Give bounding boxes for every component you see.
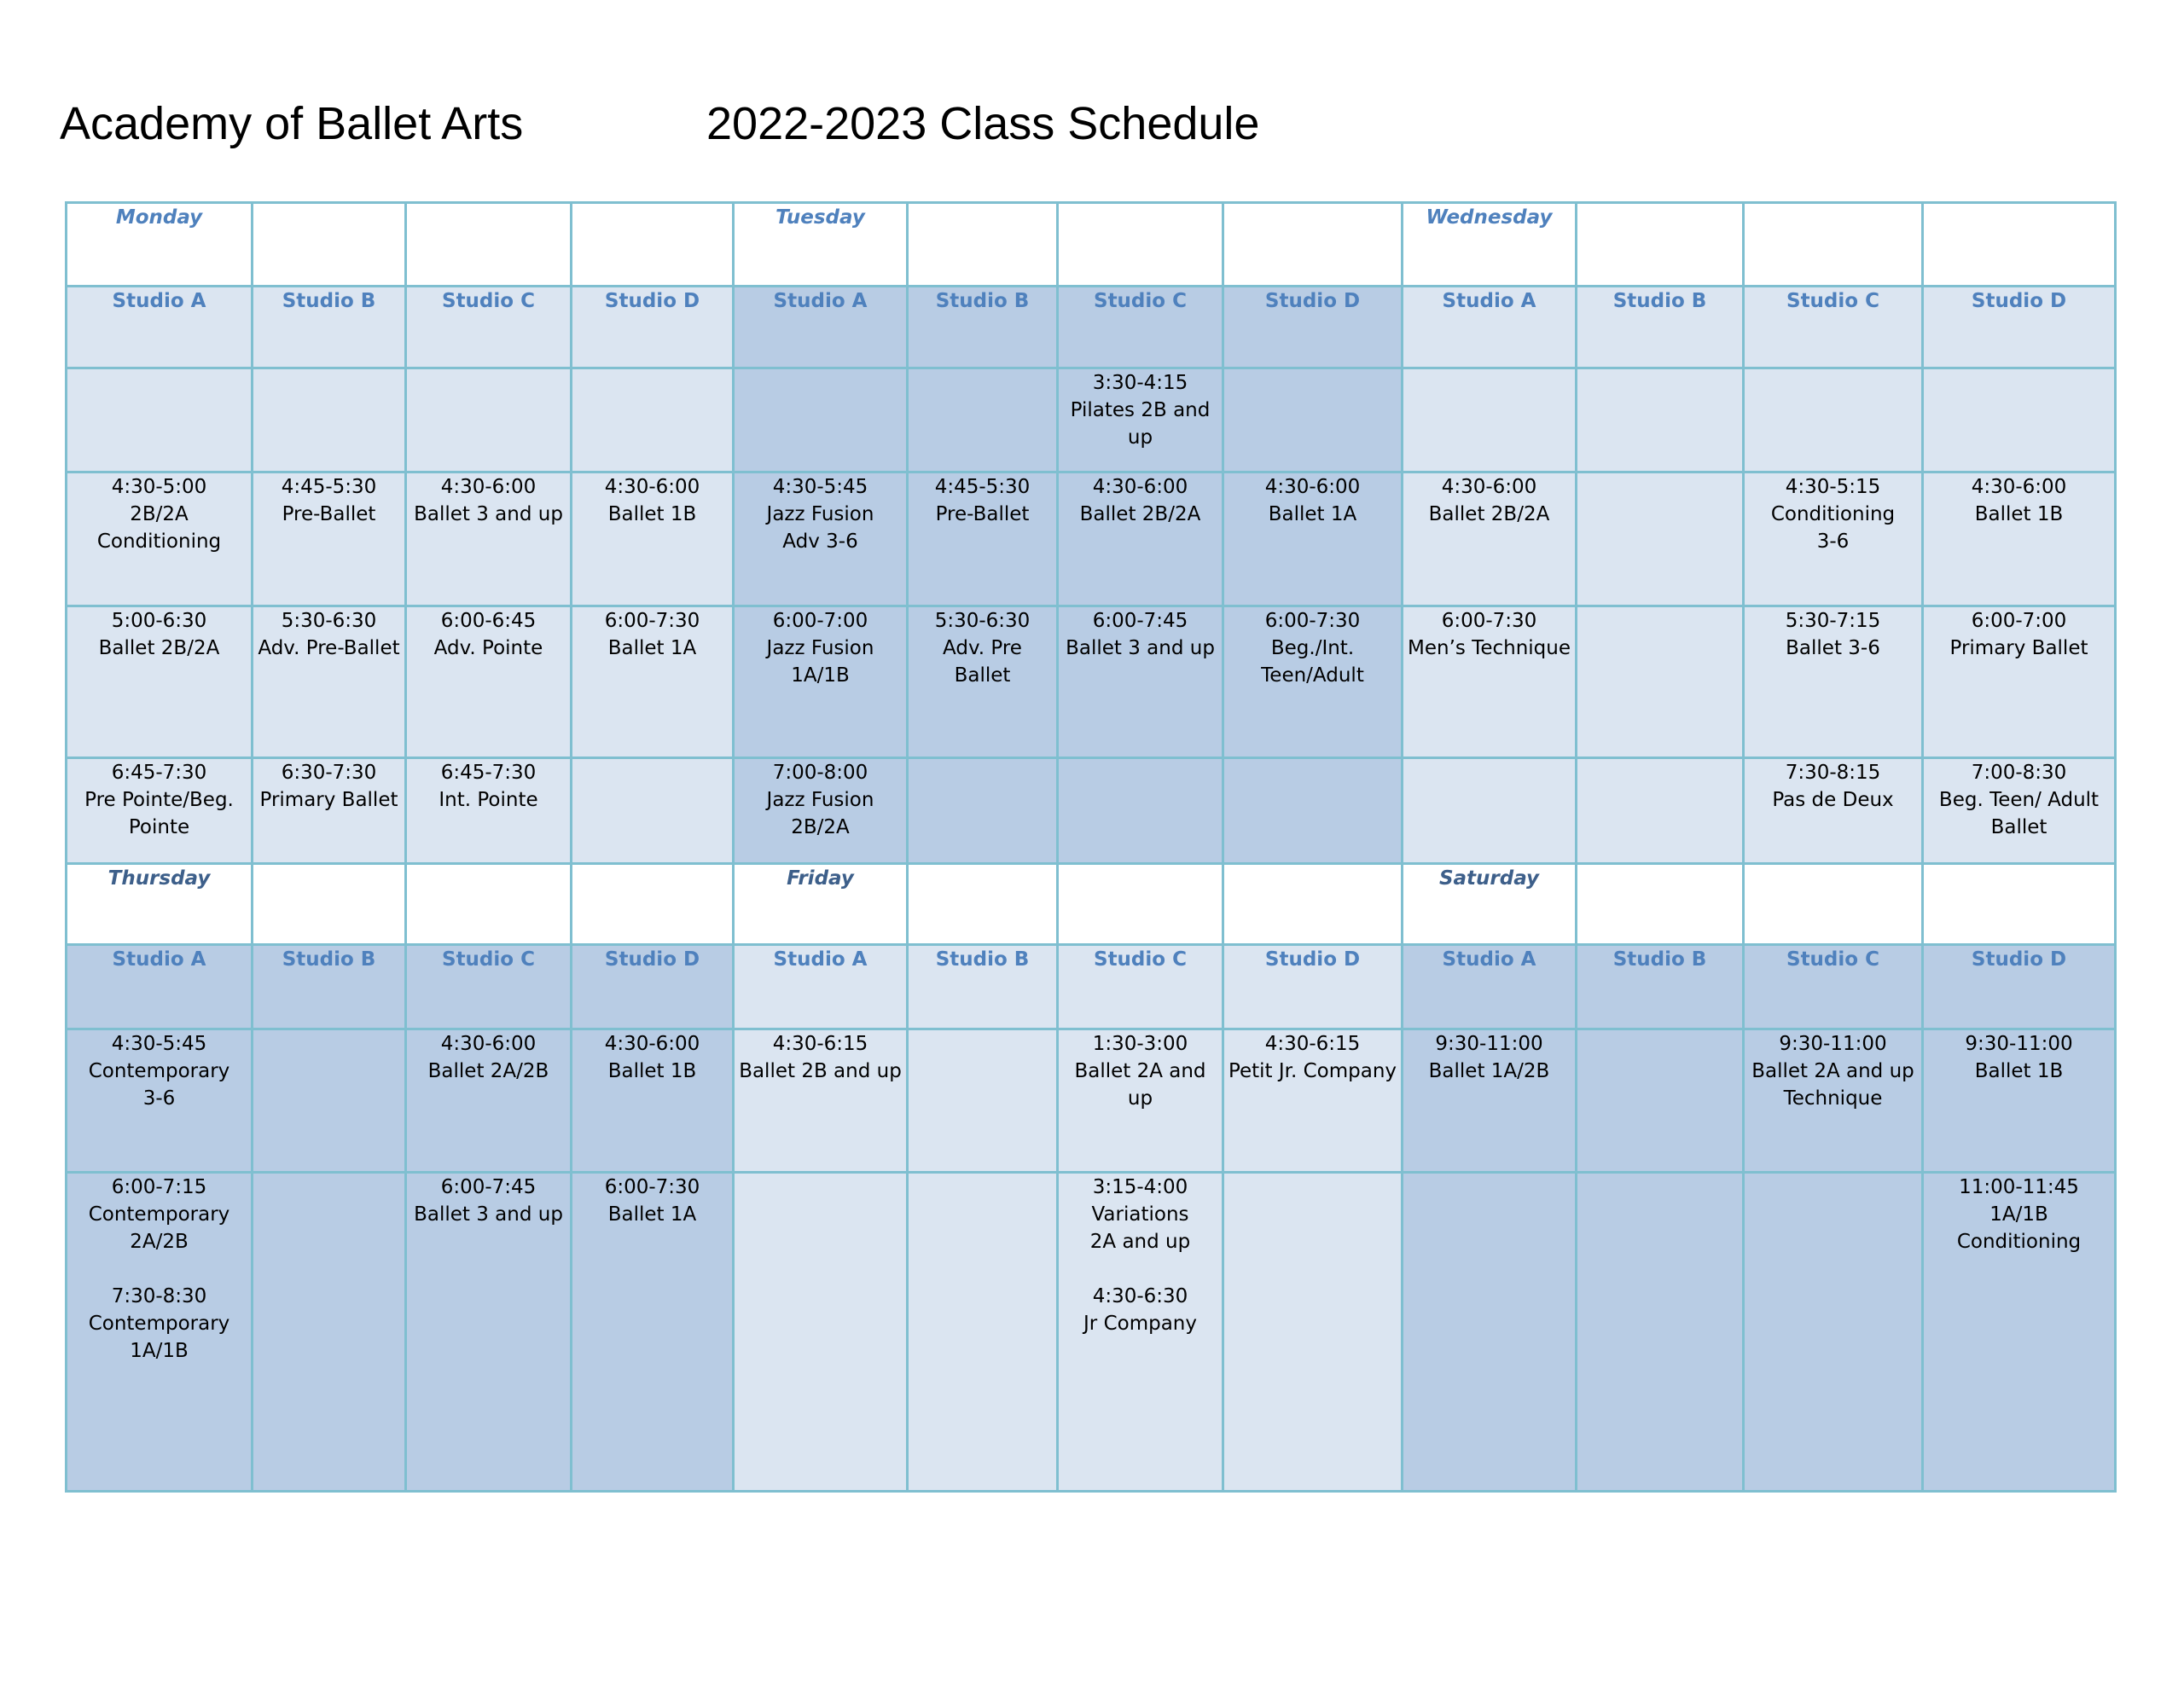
class-entry	[67, 1283, 251, 1365]
class-entry	[1403, 473, 1575, 528]
class-entry	[572, 607, 732, 662]
class-entry	[1224, 607, 1401, 689]
class-cell	[406, 1029, 572, 1173]
class-cell	[1744, 472, 1923, 606]
class-time: 5:30-6:30	[281, 610, 377, 632]
class-time: 6:00-7:15	[111, 1176, 207, 1198]
class-name: Jazz Fusion	[766, 503, 874, 525]
class-name: Ballet 1B	[1974, 1060, 2064, 1082]
blank-cell	[572, 203, 734, 287]
empty-class-cell	[908, 1173, 1058, 1492]
class-time: 6:00-7:45	[1092, 610, 1188, 632]
empty-class-cell	[1744, 368, 1923, 472]
class-cell	[1744, 758, 1923, 864]
class-name: Adv. Pre-Ballet	[258, 637, 400, 659]
class-time: 3:30-4:15	[1092, 372, 1188, 394]
class-row	[67, 758, 2116, 864]
empty-class-cell	[1577, 758, 1744, 864]
class-name: 1A/1B	[791, 664, 850, 687]
class-entry	[407, 473, 570, 528]
class-name: up	[1127, 1087, 1153, 1110]
studio-header-monday-c: Studio C	[406, 287, 572, 368]
class-entry	[253, 473, 404, 528]
class-time: 6:00-7:30	[1264, 610, 1361, 632]
blank-cell	[908, 203, 1058, 287]
empty-class-cell	[1577, 1173, 1744, 1492]
empty-class-cell	[253, 1173, 406, 1492]
class-name: Ballet 2B/2A	[1079, 503, 1201, 525]
class-time: 4:30-6:30	[1092, 1285, 1188, 1307]
class-name: Adv 3-6	[782, 530, 858, 553]
class-entry	[1224, 1030, 1401, 1085]
empty-class-cell	[406, 368, 572, 472]
class-name: 2B/2A	[130, 503, 189, 525]
class-time: 4:30-6:15	[772, 1033, 868, 1055]
empty-class-cell	[1577, 368, 1744, 472]
class-entry	[1224, 473, 1401, 528]
class-name: Ballet 1A	[607, 637, 697, 659]
class-entry	[1745, 607, 1921, 662]
class-time: 6:30-7:30	[281, 762, 377, 784]
class-name: Ballet 2B and up	[739, 1060, 902, 1082]
class-name: Adv. Pointe	[433, 637, 543, 659]
class-entry	[253, 607, 404, 662]
class-time: 4:30-5:45	[772, 476, 868, 498]
class-cell	[406, 472, 572, 606]
blank-cell	[406, 203, 572, 287]
class-time: 4:30-6:00	[604, 476, 700, 498]
empty-class-cell	[1923, 368, 2116, 472]
class-time: 11:00-11:45	[1959, 1176, 2079, 1198]
class-entry	[735, 1030, 906, 1085]
class-name: Ballet	[954, 664, 1011, 687]
class-name: Variations	[1091, 1203, 1189, 1226]
class-name: Beg./Int.	[1270, 637, 1355, 659]
class-cell	[1058, 606, 1223, 758]
class-name: Teen/Adult	[1261, 664, 1364, 687]
class-time: 5:30-7:15	[1785, 610, 1881, 632]
class-cell	[67, 472, 253, 606]
studio-header-tuesday-a: Studio A	[734, 287, 908, 368]
class-cell	[67, 1029, 253, 1173]
studio-header-row-top	[67, 287, 2116, 368]
class-time: 9:30-11:00	[1779, 1033, 1887, 1055]
class-name: Ballet 1A	[1268, 503, 1357, 525]
blank-cell	[406, 864, 572, 945]
class-time: 4:30-5:15	[1785, 476, 1881, 498]
class-entry	[1924, 1174, 2114, 1255]
studio-header-thursday-a: Studio A	[67, 945, 253, 1029]
class-row	[67, 606, 2116, 758]
empty-class-cell	[1577, 606, 1744, 758]
class-time: 4:30-6:00	[440, 1033, 537, 1055]
studio-header-tuesday-c: Studio C	[1058, 287, 1223, 368]
class-time: 6:45-7:30	[111, 762, 207, 784]
class-name: Ballet	[1990, 816, 2048, 838]
class-entry	[572, 473, 732, 528]
class-time: 3:15-4:00	[1092, 1176, 1188, 1198]
blank-cell	[253, 864, 406, 945]
class-entry	[1403, 607, 1575, 662]
class-entry	[1745, 759, 1921, 814]
class-row	[67, 472, 2116, 606]
class-time: 5:30-6:30	[934, 610, 1031, 632]
blank-cell	[1223, 203, 1403, 287]
class-entry	[67, 759, 251, 841]
class-time: 6:00-7:00	[772, 610, 868, 632]
class-name: Men’s Technique	[1408, 637, 1571, 659]
empty-class-cell	[1403, 1173, 1577, 1492]
class-entry	[1059, 369, 1222, 451]
empty-class-cell	[1577, 1029, 1744, 1173]
class-name: 1A/1B	[1989, 1203, 2048, 1226]
class-name: Ballet 3-6	[1786, 637, 1880, 659]
empty-class-cell	[734, 368, 908, 472]
studio-header-friday-c: Studio C	[1058, 945, 1223, 1029]
empty-class-cell	[1577, 472, 1744, 606]
class-time: 6:00-7:30	[1441, 610, 1537, 632]
class-entry	[253, 759, 404, 814]
class-entry	[407, 759, 570, 814]
class-entry	[1924, 1030, 2114, 1085]
class-entry	[67, 1030, 251, 1112]
class-time: 4:30-6:00	[440, 476, 537, 498]
class-entry	[1059, 607, 1222, 662]
studio-header-saturday-b: Studio B	[1577, 945, 1744, 1029]
class-cell	[734, 758, 908, 864]
class-time: 7:30-8:30	[111, 1285, 207, 1307]
class-time: 4:30-5:00	[111, 476, 207, 498]
studio-header-friday-b: Studio B	[908, 945, 1058, 1029]
class-time: 4:30-6:00	[604, 1033, 700, 1055]
class-entry	[407, 607, 570, 662]
class-entry	[407, 1174, 570, 1228]
class-time: 7:30-8:15	[1785, 762, 1881, 784]
class-name: 3-6	[142, 1087, 176, 1110]
class-time: 4:30-6:00	[1971, 476, 2067, 498]
class-name: up	[1127, 426, 1153, 449]
studio-header-monday-d: Studio D	[572, 287, 734, 368]
class-time: 4:30-6:15	[1264, 1033, 1361, 1055]
blank-cell	[253, 203, 406, 287]
class-time: 9:30-11:00	[1435, 1033, 1543, 1055]
class-cell	[1403, 1029, 1577, 1173]
class-time: 7:00-8:30	[1971, 762, 2067, 784]
class-cell	[1223, 1029, 1403, 1173]
class-entry	[1745, 1030, 1921, 1112]
class-name: Beg. Teen/ Adult	[1938, 789, 2100, 811]
class-cell	[1923, 606, 2116, 758]
class-name: Contemporary	[88, 1060, 230, 1082]
class-schedule-table	[65, 201, 2117, 1493]
class-time: 6:00-7:00	[1971, 610, 2067, 632]
studio-header-monday-b: Studio B	[253, 287, 406, 368]
studio-header-wednesday-a: Studio A	[1403, 287, 1577, 368]
studio-header-tuesday-b: Studio B	[908, 287, 1058, 368]
class-name: Ballet 1A	[607, 1203, 697, 1226]
class-name: Conditioning	[1956, 1231, 2082, 1253]
day-header-tuesday: Tuesday	[734, 203, 908, 287]
empty-class-cell	[1223, 1173, 1403, 1492]
class-cell	[406, 1173, 572, 1492]
day-header-thursday: Thursday	[67, 864, 253, 945]
empty-class-cell	[1403, 758, 1577, 864]
class-cell	[1403, 472, 1577, 606]
class-cell	[572, 472, 734, 606]
class-row	[67, 1173, 2116, 1492]
class-name: Pre Pointe/Beg.	[84, 789, 234, 811]
class-cell	[1923, 758, 2116, 864]
day-header-row-bottom	[67, 864, 2116, 945]
class-cell	[734, 472, 908, 606]
class-cell	[406, 606, 572, 758]
class-entry	[909, 607, 1056, 689]
empty-class-cell	[1058, 758, 1223, 864]
class-name: Ballet 3 and up	[1066, 637, 1215, 659]
empty-class-cell	[1223, 368, 1403, 472]
empty-class-cell	[253, 1029, 406, 1173]
class-cell	[406, 758, 572, 864]
class-time: 4:45-5:30	[281, 476, 377, 498]
studio-header-wednesday-c: Studio C	[1744, 287, 1923, 368]
day-header-row-top	[67, 203, 2116, 287]
blank-cell	[1058, 203, 1223, 287]
class-cell	[1403, 606, 1577, 758]
studio-header-friday-a: Studio A	[734, 945, 908, 1029]
class-row	[67, 1029, 2116, 1173]
class-cell	[1223, 472, 1403, 606]
studio-header-wednesday-b: Studio B	[1577, 287, 1744, 368]
class-entry	[1059, 1174, 1222, 1255]
studio-header-thursday-d: Studio D	[572, 945, 734, 1029]
blank-cell	[1223, 864, 1403, 945]
class-name: Ballet 3 and up	[414, 503, 563, 525]
class-name: Int. Pointe	[439, 789, 538, 811]
class-time: 6:00-7:30	[604, 1176, 700, 1198]
empty-class-cell	[572, 758, 734, 864]
class-name: Pre-Ballet	[282, 503, 376, 525]
class-name: Pas de Deux	[1772, 789, 1894, 811]
class-name: Conditioning	[96, 530, 222, 553]
class-entry	[67, 607, 251, 662]
empty-class-cell	[67, 368, 253, 472]
class-time: 4:30-6:00	[1092, 476, 1188, 498]
class-time: 6:00-7:30	[604, 610, 700, 632]
class-cell	[253, 758, 406, 864]
class-name: Ballet 2B/2A	[98, 637, 220, 659]
class-cell	[908, 606, 1058, 758]
blank-cell	[1744, 864, 1923, 945]
empty-class-cell	[1223, 758, 1403, 864]
class-name: 3-6	[1816, 530, 1850, 553]
class-entry	[407, 1030, 570, 1085]
class-cell	[253, 472, 406, 606]
class-name: Technique	[1783, 1087, 1883, 1110]
blank-cell	[908, 864, 1058, 945]
class-entry	[1745, 473, 1921, 555]
class-name: Adv. Pre	[943, 637, 1022, 659]
blank-cell	[1577, 203, 1744, 287]
class-name: Primary Ballet	[1949, 637, 2088, 659]
class-cell	[734, 606, 908, 758]
class-cell	[1058, 368, 1223, 472]
empty-class-cell	[908, 1029, 1058, 1173]
class-cell	[572, 606, 734, 758]
studio-header-saturday-a: Studio A	[1403, 945, 1577, 1029]
class-name: Jazz Fusion	[766, 637, 874, 659]
empty-class-cell	[908, 368, 1058, 472]
class-cell	[67, 758, 253, 864]
class-name: 2A and up	[1089, 1231, 1191, 1253]
blank-cell	[1923, 203, 2116, 287]
class-time: 6:00-6:45	[440, 610, 537, 632]
class-cell	[1923, 472, 2116, 606]
class-entry	[572, 1030, 732, 1085]
class-name: Pointe	[128, 816, 190, 838]
class-row	[67, 368, 2116, 472]
class-cell	[734, 1029, 908, 1173]
class-cell	[67, 1173, 253, 1492]
class-cell	[1058, 1173, 1223, 1492]
day-header-wednesday: Wednesday	[1403, 203, 1577, 287]
blank-cell	[1577, 864, 1744, 945]
class-entry	[909, 473, 1056, 528]
class-name: 2B/2A	[791, 816, 850, 838]
class-time: 7:00-8:00	[772, 762, 868, 784]
class-name: Ballet 1B	[607, 1060, 697, 1082]
empty-class-cell	[734, 1173, 908, 1492]
class-cell	[1923, 1173, 2116, 1492]
empty-class-cell	[1744, 1173, 1923, 1492]
class-entry	[67, 473, 251, 555]
studio-header-wednesday-d: Studio D	[1923, 287, 2116, 368]
studio-header-monday-a: Studio A	[67, 287, 253, 368]
class-time: 6:45-7:30	[440, 762, 537, 784]
class-cell	[1923, 1029, 2116, 1173]
class-name: Ballet 2A and up	[1751, 1060, 1914, 1082]
academy-title: Academy of Ballet Arts	[60, 98, 524, 149]
class-time: 5:00-6:30	[111, 610, 207, 632]
empty-class-cell	[253, 368, 406, 472]
class-time: 4:30-5:45	[111, 1033, 207, 1055]
class-cell	[1223, 606, 1403, 758]
studio-header-tuesday-d: Studio D	[1223, 287, 1403, 368]
day-header-friday: Friday	[734, 864, 908, 945]
class-entry	[572, 1174, 732, 1228]
class-entry	[1403, 1030, 1575, 1085]
class-entry	[67, 1174, 251, 1255]
class-name: 1A/1B	[130, 1340, 189, 1362]
class-cell	[1744, 606, 1923, 758]
class-cell	[1058, 1029, 1223, 1173]
schedule-title: 2022-2023 Class Schedule	[706, 98, 1260, 149]
studio-header-thursday-c: Studio C	[406, 945, 572, 1029]
blank-cell	[1058, 864, 1223, 945]
class-entry	[1059, 1030, 1222, 1112]
class-name: Ballet 3 and up	[414, 1203, 563, 1226]
class-entry	[1924, 607, 2114, 662]
day-header-monday: Monday	[67, 203, 253, 287]
class-time: 4:45-5:30	[934, 476, 1031, 498]
day-header-saturday: Saturday	[1403, 864, 1577, 945]
class-name: Primary Ballet	[259, 789, 398, 811]
class-time: 1:30-3:00	[1092, 1033, 1188, 1055]
class-time: 4:30-6:00	[1264, 476, 1361, 498]
class-name: Conditioning	[1770, 503, 1896, 525]
class-cell	[1058, 472, 1223, 606]
class-entry	[735, 473, 906, 555]
class-name: Ballet 1A/2B	[1428, 1060, 1550, 1082]
class-cell	[908, 472, 1058, 606]
class-cell	[572, 1029, 734, 1173]
class-name: Ballet 2A/2B	[427, 1060, 549, 1082]
class-name: Ballet 2B/2A	[1428, 503, 1550, 525]
class-entry	[1059, 473, 1222, 528]
class-entry	[1924, 473, 2114, 528]
class-time: 9:30-11:00	[1965, 1033, 2073, 1055]
class-name: Contemporary	[88, 1203, 230, 1226]
class-name: Contemporary	[88, 1313, 230, 1335]
studio-header-friday-d: Studio D	[1223, 945, 1403, 1029]
studio-header-thursday-b: Studio B	[253, 945, 406, 1029]
blank-cell	[572, 864, 734, 945]
empty-class-cell	[1403, 368, 1577, 472]
blank-cell	[1744, 203, 1923, 287]
studio-header-row-bottom	[67, 945, 2116, 1029]
class-cell	[253, 606, 406, 758]
class-name: Petit Jr. Company	[1228, 1060, 1397, 1082]
blank-cell	[1923, 864, 2116, 945]
class-entry	[735, 759, 906, 841]
studio-header-saturday-d: Studio D	[1923, 945, 2116, 1029]
class-cell	[67, 606, 253, 758]
class-name: Ballet 1B	[607, 503, 697, 525]
class-name: Pre-Ballet	[935, 503, 1030, 525]
class-name: Ballet 2A and	[1074, 1060, 1206, 1082]
class-name: Jazz Fusion	[766, 789, 874, 811]
class-name: Jr Company	[1083, 1313, 1197, 1335]
class-name: Ballet 1B	[1974, 503, 2064, 525]
class-entry	[735, 607, 906, 689]
class-entry	[1924, 759, 2114, 841]
class-entry	[1059, 1283, 1222, 1337]
empty-class-cell	[572, 368, 734, 472]
class-name: Pilates 2B and	[1070, 399, 1211, 421]
class-time: 6:00-7:45	[440, 1176, 537, 1198]
class-time: 4:30-6:00	[1441, 476, 1537, 498]
studio-header-saturday-c: Studio C	[1744, 945, 1923, 1029]
class-cell	[1744, 1029, 1923, 1173]
empty-class-cell	[908, 758, 1058, 864]
class-cell	[572, 1173, 734, 1492]
class-name: 2A/2B	[130, 1231, 189, 1253]
